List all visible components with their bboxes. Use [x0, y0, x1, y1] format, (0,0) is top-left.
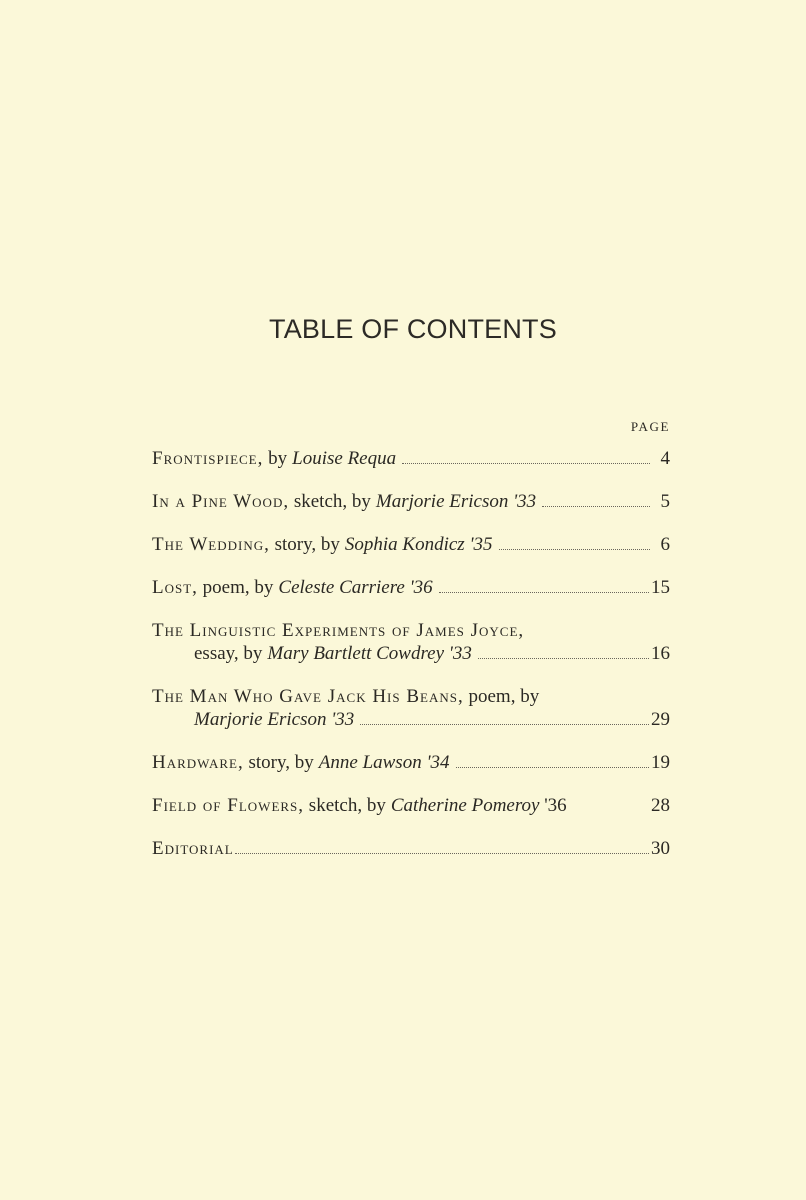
entry-kind: story, by [248, 752, 314, 773]
contents-entry [152, 751, 670, 774]
entry-author: Louise Requa [292, 448, 397, 469]
dot-leader [456, 767, 649, 768]
contents-entry [152, 447, 670, 470]
entry-kind: sketch, by [293, 491, 371, 512]
entry-kind: by [268, 448, 288, 469]
contents-entry [152, 837, 670, 860]
entry-title: Field of Flowers, [152, 795, 305, 816]
entry-kind: poem, by [468, 686, 540, 707]
entry-page: 6 [660, 534, 670, 555]
contents-entry [152, 576, 670, 599]
dot-leader [439, 592, 649, 593]
page-column-header: PAGE [630, 419, 670, 434]
page-title: TABLE OF CONTENTS [269, 314, 557, 344]
entry-page: 19 [651, 752, 670, 773]
dot-leader [478, 658, 649, 659]
contents-entry [152, 490, 670, 513]
entry-year: '36 [544, 795, 567, 816]
entry-kind: story, by [274, 534, 340, 555]
entry-title: Lost, [152, 577, 198, 598]
contents-entry [152, 685, 670, 731]
entry-title: In a Pine Wood, [152, 491, 290, 512]
entry-page: 30 [651, 838, 670, 859]
contents-entry [152, 794, 670, 817]
entry-author: Catherine Pomeroy [390, 795, 540, 816]
entry-page: 15 [651, 577, 670, 598]
entry-title: The Wedding, [152, 534, 270, 555]
entry-author: Sophia Kondicz '35 [344, 534, 493, 555]
entry-title: Editorial [152, 838, 234, 859]
dot-leader [360, 724, 649, 725]
entry-author: Marjorie Ericson '33 [194, 709, 355, 730]
entry-author: Celeste Carriere '36 [278, 577, 433, 598]
entry-kind: sketch, by [308, 795, 386, 816]
entry-author: Anne Lawson '34 [318, 752, 450, 773]
entry-author: Marjorie Ericson '33 [375, 491, 537, 512]
entry-title: Frontispiece, [152, 448, 264, 469]
entry-page: 28 [651, 795, 670, 816]
entry-page: 29 [651, 709, 670, 730]
dot-leader [235, 853, 649, 854]
dot-leader [499, 549, 650, 550]
contents-entry [152, 533, 670, 556]
entry-title: The Linguistic Experiments of James Joyce, [152, 620, 525, 641]
entry-author: Mary Bartlett Cowdrey '33 [267, 643, 472, 664]
dot-leader [542, 506, 650, 507]
entry-page: 4 [660, 448, 670, 469]
entry-page: 5 [660, 491, 670, 512]
entry-title: Hardware, [152, 752, 244, 773]
entry-title: The Man Who Gave Jack His Beans, [152, 686, 464, 707]
entry-kind: poem, by [202, 577, 274, 598]
entry-page: 16 [651, 643, 670, 664]
entry-kind: essay, by [194, 643, 263, 664]
contents-entry [152, 619, 670, 665]
contents-list [152, 447, 670, 880]
dot-leader [402, 463, 650, 464]
